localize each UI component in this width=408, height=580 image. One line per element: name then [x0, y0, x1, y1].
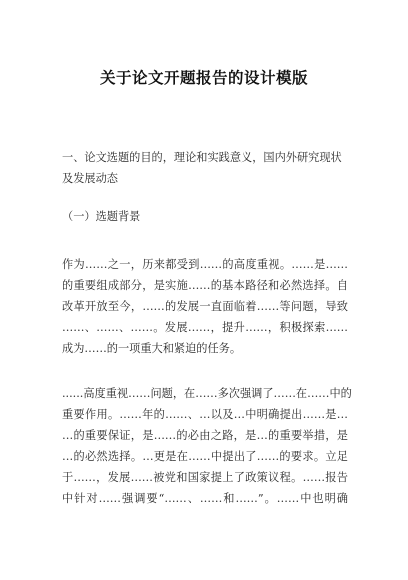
paragraph-line: …的必然选择。…更是在……中提出了……的要求。立足 [62, 450, 348, 463]
paragraph-policy [62, 383, 352, 509]
paragraph-line: 作为……之一，历来都受到……的高度重视。……是…… [62, 258, 348, 271]
section-heading: 一、论文选题的目的，理论和实践意义，国内外研究现状及发展动态 [62, 151, 342, 185]
paragraph-line: 中针对……强调要“……、……和……”。……中也明确 [62, 492, 348, 505]
paragraph-line: ......高度重视……问题，在……多次强调了……在……中的 [62, 387, 352, 400]
paragraph-line: 成为……的一项重大和紧迫的任务。 [62, 342, 242, 355]
paragraph-line: 重要作用。……年的……、…以及…中明确提出……是… [62, 408, 348, 421]
paragraph-line: 的重要组成部分，是实施……的基本路径和必然选择。自 [62, 279, 348, 292]
document-title: 关于论文开题报告的设计模版 [99, 68, 308, 87]
paragraph-line: …的重要保证，是……的必由之路，是…的重要举措，是 [62, 429, 348, 442]
paragraph-line: ……、……、……。发展……，提升……，积极探索…… [62, 321, 348, 334]
sub-heading: （一）选题背景 [62, 210, 141, 223]
paragraph-line: 改革开放至今，……的发展一直面临着……等问题，导致 [62, 300, 348, 313]
paragraph-line: 于……，发展……被党和国家提上了政策议程。……报告 [62, 471, 348, 484]
paragraph-background [62, 254, 348, 359]
